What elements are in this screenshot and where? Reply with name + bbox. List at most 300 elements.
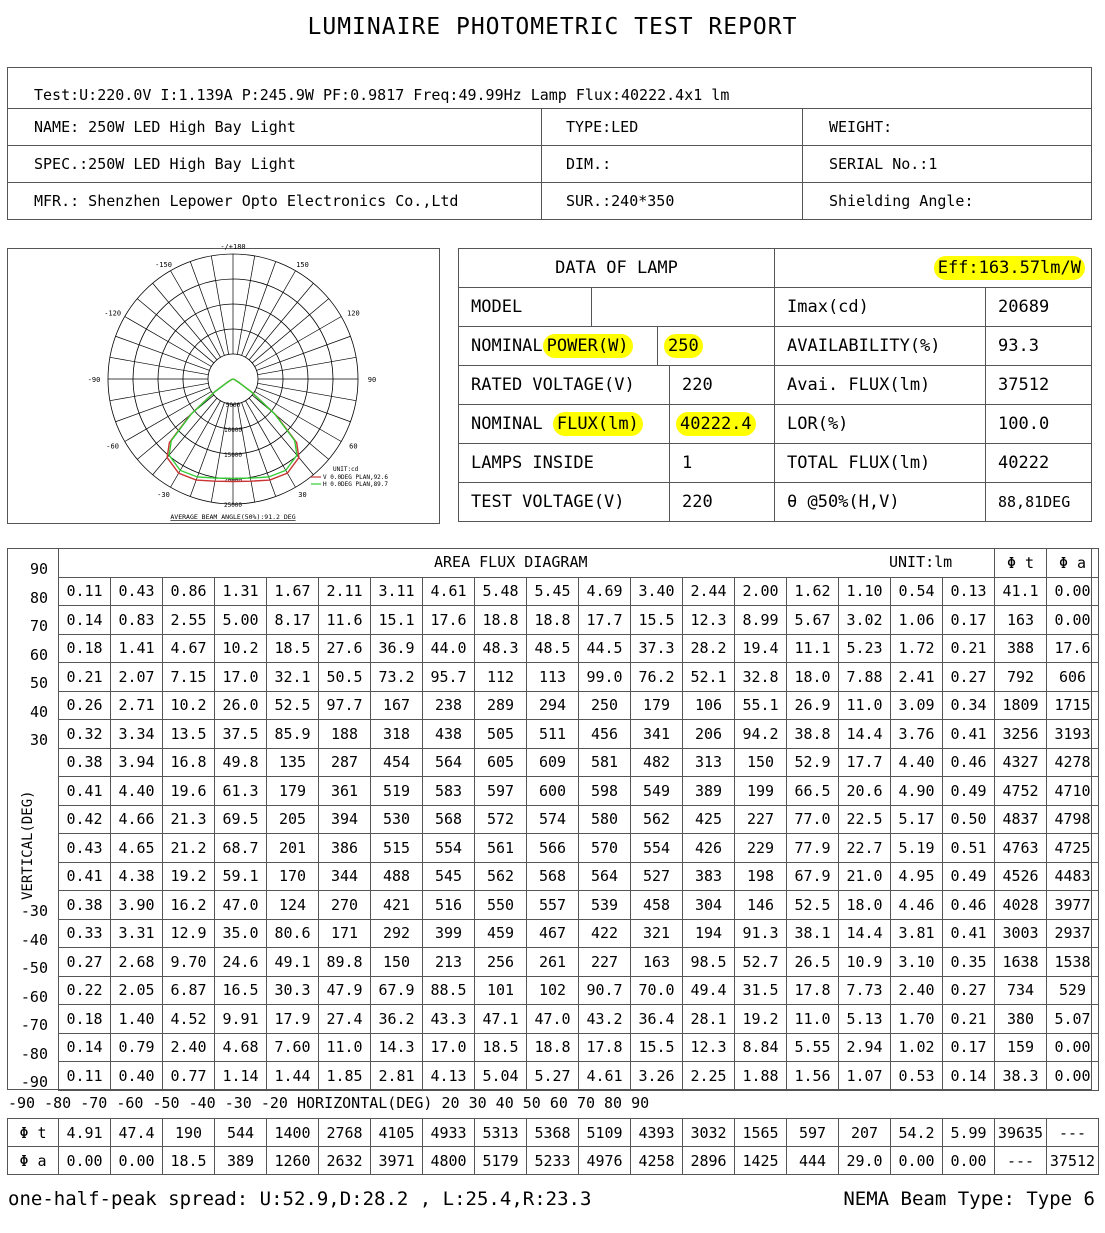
flux-cell: 0.43 xyxy=(111,577,163,606)
flux-cell: 505 xyxy=(475,720,527,749)
polar-spoke xyxy=(116,388,210,422)
summary-cell: 4976 xyxy=(579,1147,631,1175)
polar-spoke xyxy=(211,256,228,354)
flux-cell: 15.5 xyxy=(631,1033,683,1062)
flux-cell: 7.15 xyxy=(163,663,215,692)
flux-cell: 47.1 xyxy=(475,1005,527,1034)
vertical-tick-label: -60 xyxy=(20,987,48,1006)
flux-cell: 17.6 xyxy=(423,606,475,635)
flux-cell: 17.6 xyxy=(1047,634,1099,663)
flux-cell: 4.46 xyxy=(891,891,943,920)
flux-cell: 47.9 xyxy=(319,976,371,1005)
summary-cell: 2768 xyxy=(319,1119,371,1147)
summary-cell: 597 xyxy=(787,1119,839,1147)
flux-cell: 150 xyxy=(371,948,423,977)
flux-cell: 101 xyxy=(475,976,527,1005)
polar-spoke xyxy=(258,357,356,374)
flux-cell: 2.05 xyxy=(111,976,163,1005)
flux-cell: 94.2 xyxy=(735,720,787,749)
info-table xyxy=(7,67,1092,220)
flux-cell: 17.7 xyxy=(839,748,891,777)
flux-cell: 564 xyxy=(423,748,475,777)
flux-cell: 28.1 xyxy=(683,1005,735,1034)
dim-cell: DIM.: xyxy=(542,146,803,183)
flux-cell: 36.2 xyxy=(371,1005,423,1034)
flux-cell: 4763 xyxy=(995,834,1047,863)
flux-cell: 179 xyxy=(267,777,319,806)
flux-cell: 5.27 xyxy=(527,1062,579,1091)
flux-cell: 163 xyxy=(995,606,1047,635)
summary-cell: 444 xyxy=(787,1147,839,1175)
vertical-tick-label: -30 xyxy=(20,902,48,920)
flux-cell: 5.45 xyxy=(527,577,579,606)
flux-cell: 564 xyxy=(579,862,631,891)
flux-cell: 0.18 xyxy=(59,634,111,663)
flux-cell: 5.07 xyxy=(1047,1005,1099,1034)
summary-row-label: Φ t xyxy=(8,1119,59,1147)
flux-cell: 11.0 xyxy=(319,1033,371,1062)
flux-row xyxy=(59,777,1099,806)
flux-cell: 609 xyxy=(527,748,579,777)
flux-cell: 12.3 xyxy=(683,606,735,635)
flux-cell: 4.65 xyxy=(111,834,163,863)
flux-cell: 321 xyxy=(631,919,683,948)
summary-cell: 4105 xyxy=(371,1119,423,1147)
flux-cell: 519 xyxy=(371,777,423,806)
flux-cell: 88.5 xyxy=(423,976,475,1005)
flux-cell: 394 xyxy=(319,805,371,834)
flux-cell: 1.14 xyxy=(215,1062,267,1091)
flux-cell: 43.2 xyxy=(579,1005,631,1034)
flux-cell: 467 xyxy=(527,919,579,948)
flux-cell: 4278 xyxy=(1047,748,1099,777)
flux-cell: 2.00 xyxy=(735,577,787,606)
flux-cell: 26.9 xyxy=(787,691,839,720)
summary-cell: 3032 xyxy=(683,1119,735,1147)
flux-cell: 16.2 xyxy=(163,891,215,920)
polar-spoke xyxy=(249,398,313,475)
summary-cell: 5233 xyxy=(527,1147,579,1175)
lamp-label: LAMPS INSIDE xyxy=(471,453,594,473)
col-phi-a: Φ a xyxy=(1047,549,1099,578)
flux-cell: 18.0 xyxy=(787,663,839,692)
flux-cell: 600 xyxy=(527,777,579,806)
flux-cell: 52.1 xyxy=(683,663,735,692)
flux-cell: 17.9 xyxy=(267,1005,319,1034)
polar-angle-label: 90 xyxy=(367,376,377,384)
flux-cell: 52.7 xyxy=(735,948,787,977)
summary-cell: 4933 xyxy=(423,1119,475,1147)
flux-cell: 17.0 xyxy=(423,1033,475,1062)
flux-cell: 26.5 xyxy=(787,948,839,977)
flux-cell: 3.81 xyxy=(891,919,943,948)
flux-cell: 0.14 xyxy=(943,1062,995,1091)
flux-cell: 12.3 xyxy=(683,1033,735,1062)
flux-cell: 3.10 xyxy=(891,948,943,977)
polar-spoke xyxy=(190,262,224,356)
lamp-label: TOTAL FLUX(lm) xyxy=(775,444,986,483)
flux-cell: 1.62 xyxy=(787,577,839,606)
flux-cell: 426 xyxy=(683,834,735,863)
flux-cell: 1538 xyxy=(1047,948,1099,977)
flux-cell: 4.40 xyxy=(111,777,163,806)
flux-cell: 18.0 xyxy=(839,891,891,920)
flux-cell: 0.50 xyxy=(943,805,995,834)
flux-cell: 11.1 xyxy=(787,634,839,663)
summary-cell: 5313 xyxy=(475,1119,527,1147)
flux-cell: 1.41 xyxy=(111,634,163,663)
vertical-tick-label: -80 xyxy=(20,1044,48,1063)
flux-cell: 0.49 xyxy=(943,777,995,806)
flux-cell: 238 xyxy=(423,691,475,720)
polar-spoke xyxy=(125,392,212,442)
flux-cell: 7.73 xyxy=(839,976,891,1005)
flux-cell: 557 xyxy=(527,891,579,920)
flux-cell: 52.9 xyxy=(787,748,839,777)
flux-cell: 0.86 xyxy=(163,577,215,606)
flux-cell: 7.60 xyxy=(267,1033,319,1062)
flux-cell: 17.8 xyxy=(787,976,839,1005)
flux-cell: 0.54 xyxy=(891,577,943,606)
flux-cell: 11.6 xyxy=(319,606,371,635)
flux-cell: 581 xyxy=(579,748,631,777)
flux-cell: 0.38 xyxy=(59,748,111,777)
flux-cell: 5.00 xyxy=(215,606,267,635)
flux-cell: 69.5 xyxy=(215,805,267,834)
polar-diagram xyxy=(8,243,439,523)
flux-cell: 37.3 xyxy=(631,634,683,663)
flux-cell: 289 xyxy=(475,691,527,720)
polar-radial-label: 20000 xyxy=(223,477,243,484)
polar-spoke xyxy=(153,398,217,475)
summary-cell: 1260 xyxy=(267,1147,319,1175)
flux-cell: 3256 xyxy=(995,720,1047,749)
polar-angle-label: 150 xyxy=(296,260,309,269)
vertical-tick-label: 50 xyxy=(29,674,48,692)
lamp-label: MODEL xyxy=(459,288,592,327)
flux-cell: 0.11 xyxy=(59,1062,111,1091)
flux-cell: 171 xyxy=(319,919,371,948)
lamp-value: 220 xyxy=(669,366,713,404)
flux-cell: 227 xyxy=(579,948,631,977)
summary-cell: 39635 xyxy=(995,1119,1047,1147)
flux-cell: 1809 xyxy=(995,691,1047,720)
flux-row xyxy=(59,748,1099,777)
summary-cell: 2632 xyxy=(319,1147,371,1175)
flux-cell: 4.40 xyxy=(891,748,943,777)
flux-cell: 0.14 xyxy=(59,606,111,635)
polar-spoke xyxy=(190,402,224,496)
flux-cell: 20.6 xyxy=(839,777,891,806)
flux-cell: 21.3 xyxy=(163,805,215,834)
polar-angle-label: -90 xyxy=(87,376,101,384)
flux-cell: 1.88 xyxy=(735,1062,787,1091)
flux-cell: 229 xyxy=(735,834,787,863)
flux-cell: 5.04 xyxy=(475,1062,527,1091)
flux-row xyxy=(59,1005,1099,1034)
flux-cell: 76.2 xyxy=(631,663,683,692)
polar-spoke xyxy=(116,336,210,370)
polar-spoke xyxy=(237,256,254,354)
flux-cell: 4.61 xyxy=(579,1062,631,1091)
flux-cell: 77.0 xyxy=(787,805,839,834)
flux-row xyxy=(59,720,1099,749)
flux-cell: 97.7 xyxy=(319,691,371,720)
flux-cell: 4725 xyxy=(1047,834,1099,863)
flux-cell: 0.00 xyxy=(1047,1062,1099,1091)
flux-cell: 19.2 xyxy=(735,1005,787,1034)
polar-angle-label: 60 xyxy=(349,442,358,451)
flux-cell: 99.0 xyxy=(579,663,631,692)
flux-cell: 3193 xyxy=(1047,720,1099,749)
sur-cell: SUR.:240*350 xyxy=(542,183,803,220)
flux-cell: 2.07 xyxy=(111,663,163,692)
flux-cell: 511 xyxy=(527,720,579,749)
flux-cell: 529 xyxy=(1047,976,1099,1005)
flux-cell: 73.2 xyxy=(371,663,423,692)
flux-cell: 539 xyxy=(579,891,631,920)
area-flux-table xyxy=(58,548,1099,1091)
flux-cell: 550 xyxy=(475,891,527,920)
flux-cell: 12.9 xyxy=(163,919,215,948)
flux-cell: 0.27 xyxy=(943,663,995,692)
flux-cell: 488 xyxy=(371,862,423,891)
legend-entry: H 0.0DEG PLAN,89.7 xyxy=(323,481,389,488)
polar-angle-label: -120 xyxy=(104,309,122,318)
flux-summary-table xyxy=(7,1118,1099,1175)
flux-cell: 459 xyxy=(475,919,527,948)
flux-cell: 250 xyxy=(579,691,631,720)
flux-cell: 361 xyxy=(319,777,371,806)
lamp-label: Avai. FLUX(lm) xyxy=(775,366,986,405)
flux-cell: 0.00 xyxy=(1047,606,1099,635)
flux-cell: 0.43 xyxy=(59,834,111,863)
flux-cell: 0.21 xyxy=(59,663,111,692)
flux-cell: 44.0 xyxy=(423,634,475,663)
flux-cell: 179 xyxy=(631,691,683,720)
flux-cell: 159 xyxy=(995,1033,1047,1062)
flux-row xyxy=(59,634,1099,663)
flux-cell: 17.7 xyxy=(579,606,631,635)
vertical-tick-label: -90 xyxy=(20,1073,48,1091)
flux-cell: 583 xyxy=(423,777,475,806)
flux-cell: 50.5 xyxy=(319,663,371,692)
flux-cell: 4710 xyxy=(1047,777,1099,806)
lamp-value: 220 xyxy=(669,483,713,521)
flux-cell: 67.9 xyxy=(787,862,839,891)
summary-cell: 4.91 xyxy=(59,1119,111,1147)
flux-cell: 205 xyxy=(267,805,319,834)
polar-spoke xyxy=(125,317,212,367)
nominal-label: NOMINAL xyxy=(471,336,543,356)
flux-cell: 1.85 xyxy=(319,1062,371,1091)
flux-cell: 49.1 xyxy=(267,948,319,977)
summary-cell: 5.99 xyxy=(943,1119,995,1147)
flux-cell: 456 xyxy=(579,720,631,749)
flux-cell: 4.66 xyxy=(111,805,163,834)
flux-cell: 47.0 xyxy=(527,1005,579,1034)
summary-cell: 1400 xyxy=(267,1119,319,1147)
flux-cell: 213 xyxy=(423,948,475,977)
flux-row xyxy=(59,919,1099,948)
flux-cell: 0.21 xyxy=(943,634,995,663)
summary-cell: 54.2 xyxy=(891,1119,943,1147)
flux-cell: 304 xyxy=(683,891,735,920)
flux-cell: 146 xyxy=(735,891,787,920)
flux-cell: 527 xyxy=(631,862,683,891)
flux-cell: 545 xyxy=(423,862,475,891)
flux-cell: 4.13 xyxy=(423,1062,475,1091)
name-cell: NAME: 250W LED High Bay Light xyxy=(8,109,542,146)
summary-cell: 1425 xyxy=(735,1147,787,1175)
flux-cell: 605 xyxy=(475,748,527,777)
flux-row xyxy=(59,1062,1099,1091)
flux-cell: 10.2 xyxy=(163,691,215,720)
mfr-cell: MFR.: Shenzhen Lepower Opto Electronics Co.,Ltd xyxy=(8,183,542,220)
flux-cell: 5.13 xyxy=(839,1005,891,1034)
flux-cell: 18.8 xyxy=(527,606,579,635)
flux-cell: 10.2 xyxy=(215,634,267,663)
flux-cell: 4798 xyxy=(1047,805,1099,834)
flux-cell: 570 xyxy=(579,834,631,863)
flux-row xyxy=(59,834,1099,863)
flux-cell: 2.40 xyxy=(891,976,943,1005)
flux-cell: 5.55 xyxy=(787,1033,839,1062)
flux-cell: 163 xyxy=(631,948,683,977)
polar-radial-label: 25000 xyxy=(223,502,243,509)
flux-cell: 6.87 xyxy=(163,976,215,1005)
flux-cell: 227 xyxy=(735,805,787,834)
lamps-inside-row xyxy=(459,444,775,483)
polar-spoke xyxy=(110,383,208,400)
flux-cell: 18.5 xyxy=(475,1033,527,1062)
flux-cell: 1.67 xyxy=(267,577,319,606)
nominal-power-value: 250 xyxy=(664,334,703,358)
flux-cell: 2.55 xyxy=(163,606,215,635)
flux-cell: 0.11 xyxy=(59,577,111,606)
flux-cell: 0.46 xyxy=(943,748,995,777)
flux-cell: 598 xyxy=(579,777,631,806)
flux-cell: 8.17 xyxy=(267,606,319,635)
flux-row xyxy=(59,891,1099,920)
flux-cell: 80.6 xyxy=(267,919,319,948)
flux-cell: 1.44 xyxy=(267,1062,319,1091)
flux-cell: 256 xyxy=(475,948,527,977)
polar-angle-label: -150 xyxy=(155,260,172,269)
flux-cell: 28.2 xyxy=(683,634,735,663)
flux-cell: 38.1 xyxy=(787,919,839,948)
summary-cell: 0.00 xyxy=(111,1147,163,1175)
flux-cell: 199 xyxy=(735,777,787,806)
flux-cell: 562 xyxy=(475,862,527,891)
lamp-value: 100.0 xyxy=(986,405,1092,444)
flux-cell: 4.69 xyxy=(579,577,631,606)
lamp-data-header: DATA OF LAMP xyxy=(459,249,775,288)
lamp-value: 88,81DEG xyxy=(986,483,1092,522)
flux-cell: 0.41 xyxy=(943,919,995,948)
rated-voltage-row xyxy=(459,366,775,405)
flux-cell: 8.84 xyxy=(735,1033,787,1062)
flux-cell: 0.18 xyxy=(59,1005,111,1034)
flux-cell: 3.09 xyxy=(891,691,943,720)
flux-cell: 422 xyxy=(579,919,631,948)
polar-spoke xyxy=(137,395,214,459)
flux-cell: 5.19 xyxy=(891,834,943,863)
flux-cell: 4028 xyxy=(995,891,1047,920)
flux-cell: 549 xyxy=(631,777,683,806)
lamp-value: 40222 xyxy=(986,444,1092,483)
flux-cell: 91.3 xyxy=(735,919,787,948)
lamp-value: 93.3 xyxy=(986,327,1092,366)
flux-label: FLUX(lm) xyxy=(553,412,643,436)
flux-cell: 2.94 xyxy=(839,1033,891,1062)
flux-cell: 3.34 xyxy=(111,720,163,749)
flux-cell: 70.0 xyxy=(631,976,683,1005)
flux-cell: 287 xyxy=(319,748,371,777)
flux-cell: 1.70 xyxy=(891,1005,943,1034)
flux-cell: 388 xyxy=(995,634,1047,663)
flux-header xyxy=(59,549,995,578)
flux-cell: 59.1 xyxy=(215,862,267,891)
flux-cell: 292 xyxy=(371,919,423,948)
polar-spoke xyxy=(252,395,329,459)
flux-cell: 124 xyxy=(267,891,319,920)
flux-cell: 606 xyxy=(1047,663,1099,692)
flux-cell: 0.46 xyxy=(943,891,995,920)
flux-unit: UNIT:lm xyxy=(889,553,953,571)
flux-cell: 106 xyxy=(683,691,735,720)
vertical-tick-label: -50 xyxy=(20,959,48,977)
nema-beam-type: NEMA Beam Type: Type 6 xyxy=(843,1188,1095,1210)
type-cell: TYPE:LED xyxy=(542,109,803,146)
flux-row xyxy=(59,976,1099,1005)
flux-cell: 44.5 xyxy=(579,634,631,663)
spec-cell: SPEC.:250W LED High Bay Light xyxy=(8,146,542,183)
flux-cell: 135 xyxy=(267,748,319,777)
lamp-data-table xyxy=(458,248,1092,522)
flux-cell: 1.06 xyxy=(891,606,943,635)
flux-cell: 458 xyxy=(631,891,683,920)
flux-cell: 49.8 xyxy=(215,748,267,777)
polar-spoke xyxy=(171,401,221,488)
flux-cell: 38.8 xyxy=(787,720,839,749)
flux-cell: 4752 xyxy=(995,777,1047,806)
flux-cell: 270 xyxy=(319,891,371,920)
polar-spoke xyxy=(252,299,329,363)
flux-cell: 13.5 xyxy=(163,720,215,749)
flux-row xyxy=(59,577,1099,606)
flux-cell: 167 xyxy=(371,691,423,720)
flux-cell: 3977 xyxy=(1047,891,1099,920)
flux-cell: 0.41 xyxy=(59,777,111,806)
flux-cell: 49.4 xyxy=(683,976,735,1005)
flux-title: AREA FLUX DIAGRAM xyxy=(434,553,588,571)
summary-cell: 1565 xyxy=(735,1119,787,1147)
flux-cell: 4.61 xyxy=(423,577,475,606)
flux-cell: 341 xyxy=(631,720,683,749)
flux-cell: 294 xyxy=(527,691,579,720)
col-phi-t: Φ t xyxy=(995,549,1047,578)
flux-cell: 194 xyxy=(683,919,735,948)
flux-cell: 95.7 xyxy=(423,663,475,692)
lamp-label: TEST VOLTAGE(V) xyxy=(471,492,625,512)
flux-cell: 37.5 xyxy=(215,720,267,749)
flux-cell: 318 xyxy=(371,720,423,749)
nominal-flux-row xyxy=(459,405,775,444)
flux-cell: 0.22 xyxy=(59,976,111,1005)
lamp-value xyxy=(592,288,775,327)
flux-cell: 516 xyxy=(423,891,475,920)
